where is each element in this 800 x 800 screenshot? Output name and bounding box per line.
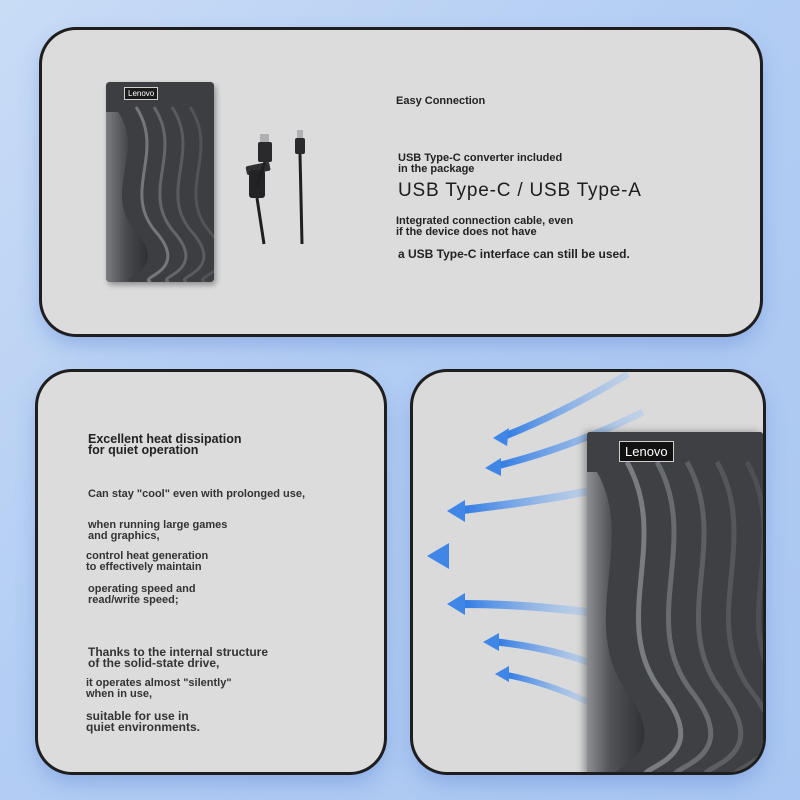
paragraph-quiet: suitable for use in quiet environments. [86, 709, 201, 734]
wave-texture [587, 432, 763, 772]
converter-note: USB Type-C converter included in the package [398, 152, 563, 175]
heat-heading: Excellent heat dissipation for quiet operation [88, 432, 242, 457]
paragraph-structure: Thanks to the internal structure of the solid-state drive, [88, 645, 269, 670]
usb-cable-icon [240, 126, 320, 251]
easy-connection-heading: Easy Connection [396, 95, 486, 107]
paragraph-games: when running large games and graphics, [88, 519, 228, 542]
paragraph-cool: Can stay "cool" even with prolonged use, [88, 488, 306, 500]
cable-note-2: a USB Type-C interface can still be used. [398, 247, 630, 261]
left-arrow-icon [447, 593, 588, 615]
left-arrow-icon [427, 543, 593, 569]
cable-note: Integrated connection cable, even if the device does not have [396, 215, 574, 238]
wave-texture [106, 82, 214, 282]
paragraph-heat: control heat generation to effectively maintain [86, 550, 209, 573]
ports-title: USB Type-C / USB Type-A [398, 180, 642, 201]
ssd-device-closeup [587, 432, 763, 772]
airflow-panel [413, 372, 763, 772]
lenovo-logo: Lenovo [124, 87, 158, 100]
ssd-device-image [106, 82, 214, 282]
connection-panel [42, 30, 760, 334]
paragraph-speed: operating speed and read/write speed; [88, 583, 196, 606]
heat-dissipation-panel [38, 372, 384, 772]
left-arrow-icon [483, 633, 593, 664]
left-arrow-icon [495, 666, 588, 702]
left-arrow-icon [447, 490, 593, 522]
paragraph-silent: it operates almost "silently" when in use, [86, 677, 232, 700]
lenovo-logo: Lenovo [619, 441, 674, 462]
